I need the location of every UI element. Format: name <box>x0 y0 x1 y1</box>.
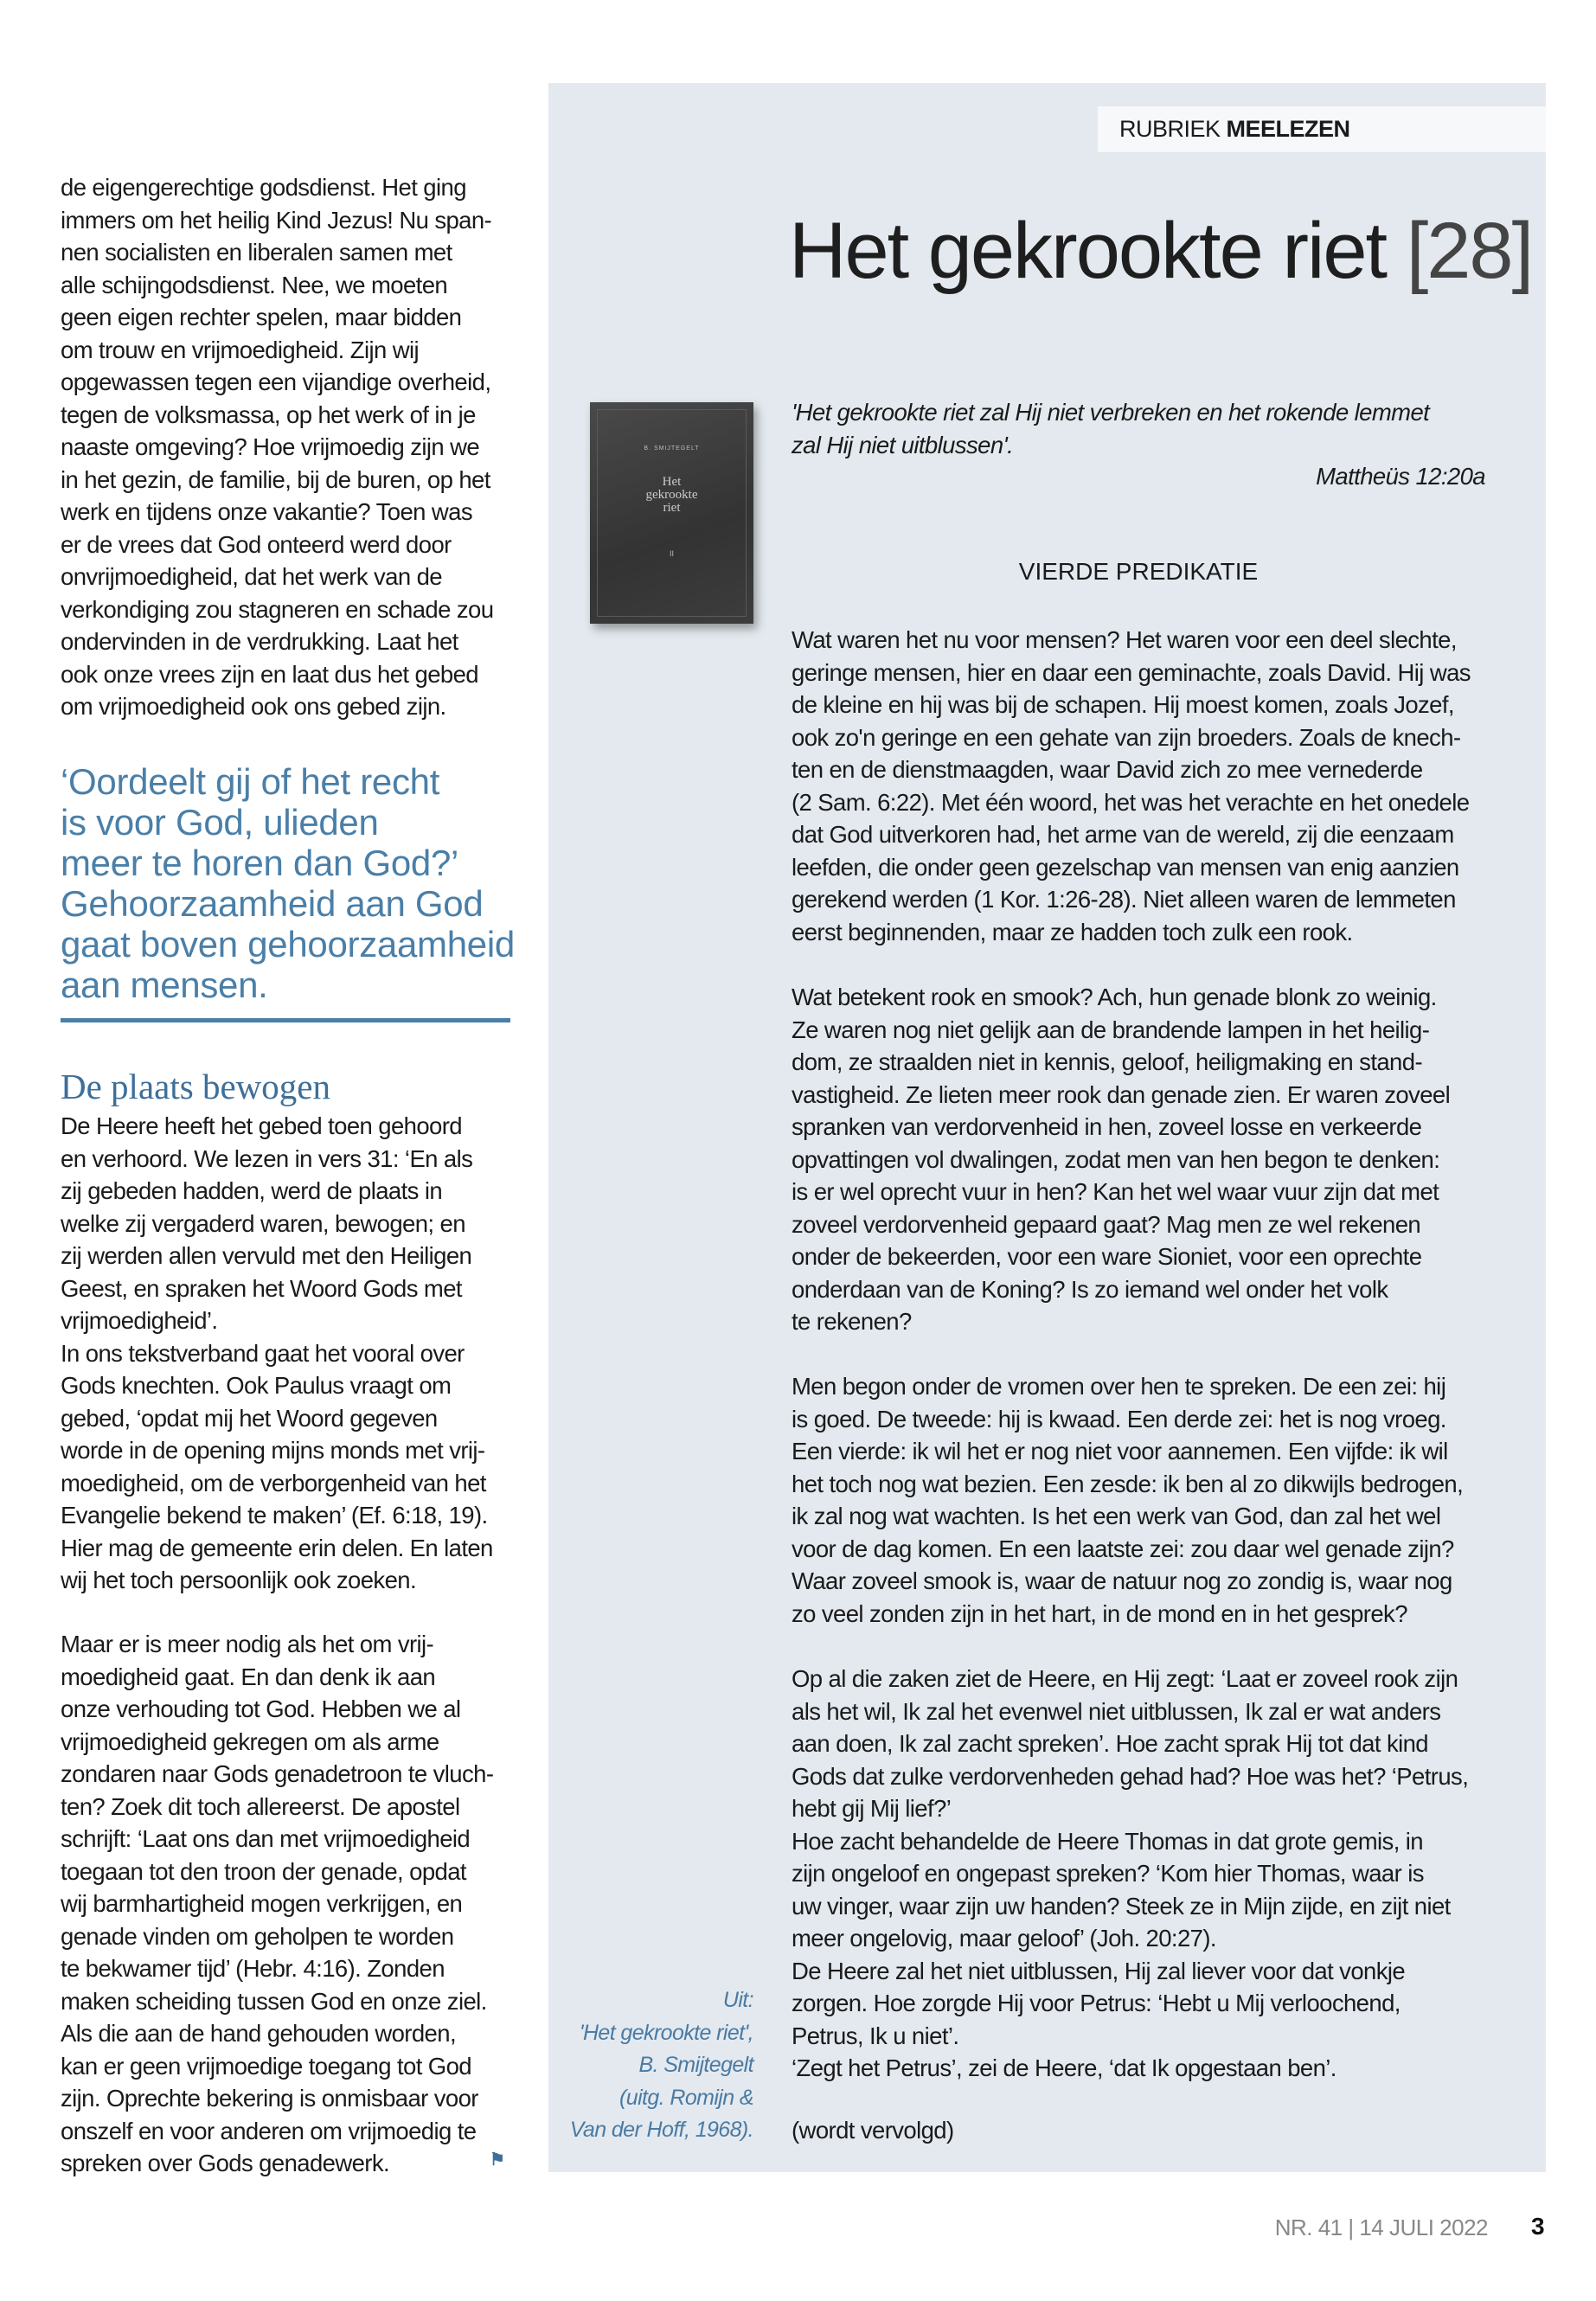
book-cover-volume: II <box>669 549 674 558</box>
right-paragraph-2: Wat betekent rook en smook? Ach, hun genade blonk zo weinig. Ze waren nog niet gelijk aan de brandende lampen in het heilig- dom, ze straalden niet in kennis, geloof, heiligmaking en stand- vastigheid. Ze lieten meer rook dan genade zien. Er waren zoveel spranken van verdorvenheid in hen, zoveel losse en verkeerde opvattingen vol dwalingen, zodat men van hen begon te denken: is er wel oprecht vuur in hen? Kan het wel waar vuur zijn dat met zoveel verdorvenheid gepaard gaat? Mag men ze wel rekenen onder de bekeerden, voor een ware Sioniet, voor een oprechte onderdaan van de Koning? Is zo iemand wel onder het volk te rekenen? <box>792 984 1451 1335</box>
epigraph-reference: Mattheüs 12:20a <box>1316 463 1485 490</box>
book-cover-image <box>590 402 753 624</box>
end-mark-icon: ⚑ <box>490 2150 505 2170</box>
section-heading: De plaats bewogen <box>61 1067 330 1106</box>
rubric-name: MEELEZEN <box>1226 116 1350 142</box>
pull-quote-rule <box>61 1018 510 1022</box>
title-number: [28] <box>1406 207 1533 295</box>
right-paragraph-1: Wat waren het nu voor mensen? Het waren voor een deel slechte, geringe mensen, hier en daar een geminachte, zoals David. Hij was de kleine en hij was bij de schapen. Hij moest komen, zoals Jozef, ook zo'n geringe en een gehate van zijn broeders. Zoals de knech- ten en de dienstmaagden, waar David zich zo mee vernederde (2 Sam. 6:22). Met één woord, het was het verachte en het onedele dat God uitverkoren had, het arme van de wereld, zij die eenzaam leefden, die onder geen gezelschap van mensen van enig aanzien gerekend werden (1 Kor. 1:26-28). Niet alleen waren de lemmeten eerst beginnenden, maar ze hadden toch zulk een rook. <box>792 626 1471 945</box>
book-cover-author: B. SMIJTEGELT <box>644 445 700 452</box>
page-number: 3 <box>1531 2213 1545 2240</box>
right-paragraph-4: Op al die zaken ziet de Heere, en Hij zegt: ‘Laat er zoveel rook zijn als het wil, Ik zal het evenwel niet uitblussen, Ik zal er wat anders aan doen, Ik zal zacht spreken’. Hoe zacht sprak Hij tot dat kind Gods dat zulke verdorvenheden gehad had? Hoe was het? ‘Petrus, hebt gij Mij lief?’ Hoe zacht behandelde de Heere Thomas in dat grote gemis, in zijn ongeloof en ongepast spreken? ‘Kom hier Thomas, waar is uw vinger, waar zijn uw handen? Steek ze in Mijn zijde, en zijt niet meer ongelovig, maar geloof’ (Joh. 20:27). De Heere zal het niet uitblussen, Hij zal liever voor dat vonkje zorgen. Hoe zorgde Hij voor Petrus: ‘Hebt u Mij verloochend, Petrus, Ik u niet’. ‘Zegt het Petrus’, zei de Heere, ‘dat Ik opgestaan ben’. <box>792 1665 1469 2081</box>
to-be-continued: (wordt vervolgd) <box>792 2117 954 2144</box>
left-intro-paragraph: de eigengerechtige godsdienst. Het ging immers om het heilig Kind Jezus! Nu span- nen socialisten en liberalen samen met alle schijngodsdienst. Nee, we moeten geen eigen rechter spelen, maar bidden om trouw en vrijmoedigheid. Zijn wij opgewassen tegen een vijandige overheid, tegen de volksmassa, op het werk of in je naaste omgeving? Hoe vrijmoedig zijn we in het gezin, de familie, bij de buren, op het werk en tijdens onze vakantie? Toen was er de vrees dat God onteerd werd door onvrijmoedigheid, dat het werk van de verkondiging zou stagneren en schade zou ondervinden in de verdrukking. Laat het ook onze vrees zijn en laat dus het gebed om vrijmoedigheid ook ons gebed zijn. <box>61 174 494 720</box>
source-credit: Uit: 'Het gekrookte riet', B. Smijtegelt (uitg. Romijn & Van der Hoff, 1968). <box>569 1988 753 2142</box>
rubric-label <box>1098 106 1546 152</box>
left-section-paragraph-2: Maar er is meer nodig als het om vrij- moedigheid gaat. En dan denk ik aan onze verhouding tot God. Hebben we al vrijmoedigheid gekregen om als arme zondaren naar Gods genadetroon te vluch- ten? Zoek dit toch allereerst. De apostel schrijft: ‘Laat ons dan met vrijmoedigheid toegaan tot den troon der genade, opdat wij barmhartigheid mogen verkrijgen, en genade vinden om geholpen te worden te bekwamer tijd’ (Hebr. 4:16). Zonden maken scheiding tussen God en onze ziel. Als die aan de hand gehouden worden, kan er geen vrijmoedige toegang tot God zijn. Oprechte bekering is onmisbaar voor onszelf en voor anderen om vrijmoedig te spreken over Gods genadewerk. <box>61 1631 494 2176</box>
epigraph: 'Het gekrookte riet zal Hij niet verbreken en het rokende lemmet zal Hij niet uitblussen'. <box>792 399 1430 458</box>
left-section-paragraph-1: De Heere heeft het gebed toen gehoord en verhoord. We lezen in vers 31: ‘En als zij gebeden hadden, werd de plaats in welke zij vergaderd waren, bewogen; en zij werden allen vervuld met den Heiligen Geest, en spraken het Woord Gods met vrijmoedigheid’. In ons tekstverband gaat het vooral over Gods knechten. Ook Paulus vraagt om gebed, ‘opdat mij het Woord gegeven worde in de opening mijns monds met vrij- moedigheid, om de verborgenheid van het Evangelie bekend te maken’ (Ef. 6:18, 19). Hier mag de gemeente erin delen. En laten wij het toch persoonlijk ook zoeken. <box>61 1112 493 1593</box>
article-title <box>789 206 1532 297</box>
rubric-prefix: RUBRIEK <box>1119 116 1221 142</box>
issue-info: NR. 41 | 14 JULI 2022 <box>1274 2214 1488 2240</box>
title-text: Het gekrookte riet <box>789 207 1387 295</box>
pull-quote: ‘Oordeelt gij of het recht is voor God, ulieden meer te horen dan God?’ Gehoorzaamheid aan God gaat boven gehoorzaamheid aan mensen. <box>61 761 515 1005</box>
book-cover-title: Het gekrookte riet <box>645 475 698 515</box>
right-paragraph-3: Men begon onder de vromen over hen te spreken. De een zei: hij is goed. De tweede: hij is kwaad. Een derde zei: het is nog vroeg. Een vierde: ik wil het er nog niet voor aannemen. Een vijfde: ik wil het toch nog wat bezien. Een zesde: ik ben al zo dikwijls bedrogen, ik zal nog wat wachten. Is het een werk van God, dan zal het wel voor de dag komen. En een laatste zei: zou daar wel genade zijn? Waar zoveel smook is, waar de natuur nog zo zondig is, waar nog zo veel zonden zijn in het hart, in de mond en in het gesprek? <box>792 1373 1464 1627</box>
sermon-heading: VIERDE PREDIKATIE <box>1018 558 1259 585</box>
